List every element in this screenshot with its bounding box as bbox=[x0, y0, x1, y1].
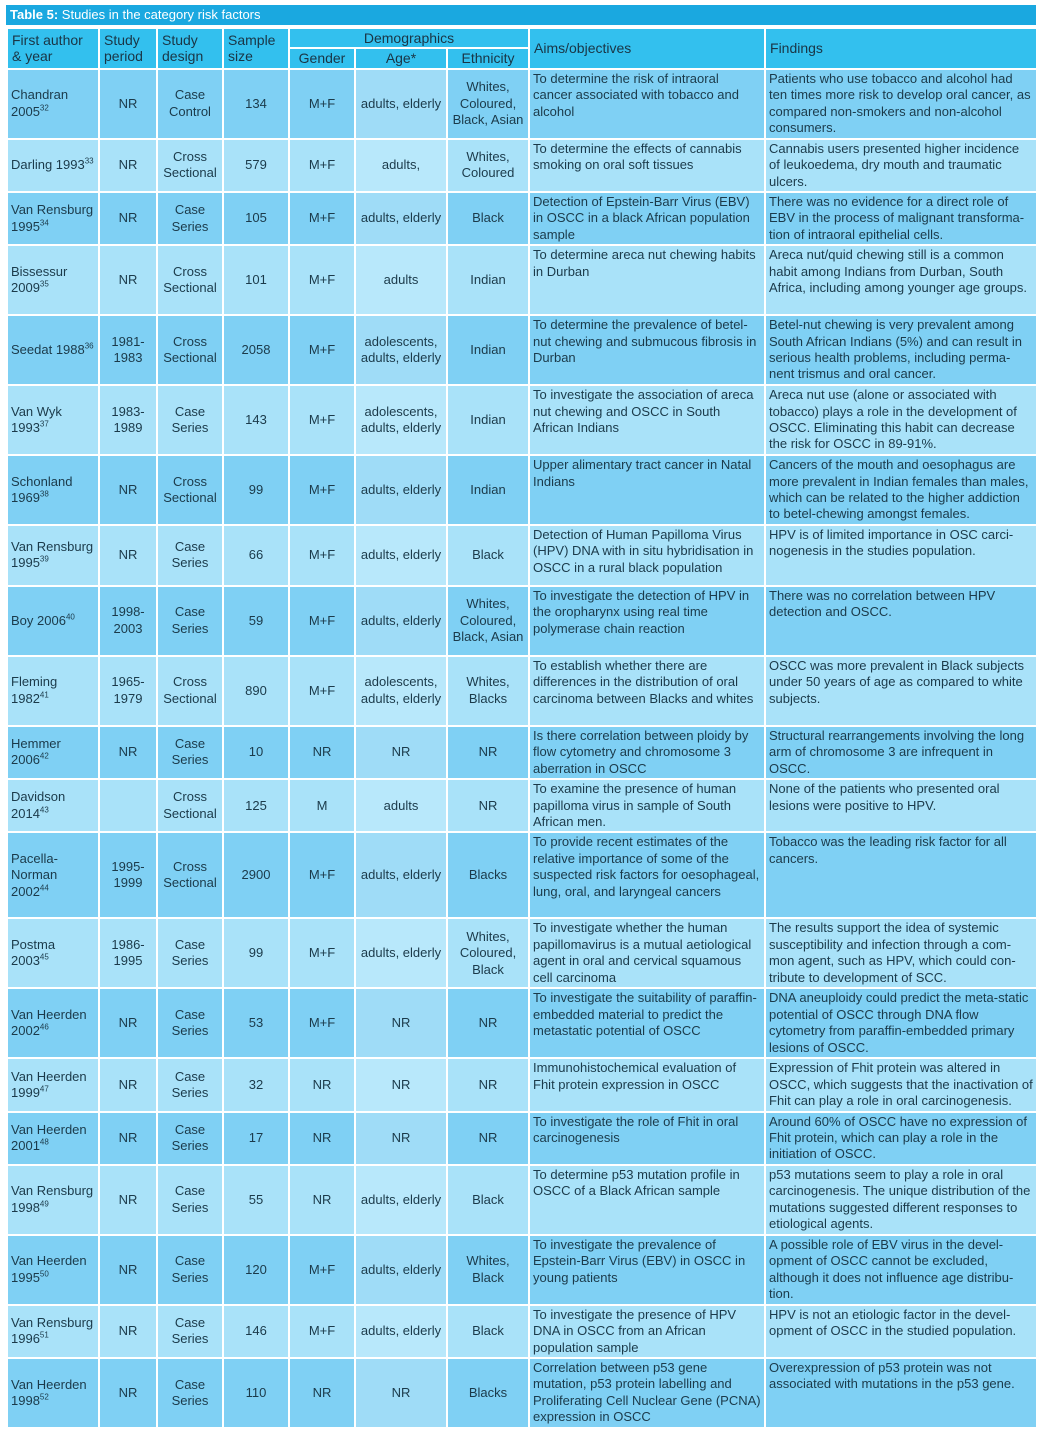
cell-author: Darling 1993$^{33}$ bbox=[7, 139, 99, 192]
cell-gender: M+F bbox=[289, 656, 355, 726]
cell-size: 99 bbox=[223, 455, 289, 525]
cell-size: 59 bbox=[223, 586, 289, 656]
cell-period: 1998-2003 bbox=[99, 586, 157, 656]
cell-design: Case Control bbox=[157, 69, 223, 139]
cell-author: Pacella-Norman 2002$^{44}$ bbox=[7, 832, 99, 918]
reference-number: 32 bbox=[39, 103, 49, 113]
cell-author: Van Heerden 1998$^{52}$ bbox=[7, 1358, 99, 1428]
cell-period: NR bbox=[99, 455, 157, 525]
cell-findings: There was no correlation between HPV detection and OSCC. bbox=[765, 586, 1037, 656]
header-age: Age* bbox=[355, 48, 447, 68]
cell-gender: M+F bbox=[289, 1305, 355, 1358]
cell-aims: To investigate the association of areca nut chewing and OSCC in South African Indians bbox=[529, 385, 765, 455]
cell-ethnicity: Black bbox=[447, 192, 529, 245]
cell-findings: Tobacco was the leading risk factor for all cancers. bbox=[765, 832, 1037, 918]
cell-size: 101 bbox=[223, 245, 289, 315]
cell-design: Cross Sectional bbox=[157, 139, 223, 192]
table-row bbox=[7, 192, 1037, 245]
cell-author: Van Heerden 1995$^{50}$ bbox=[7, 1235, 99, 1305]
cell-aims: Detection of Human Papilloma Virus (HPV) DNA with in situ hybridisation in OSCC in a rural black population bbox=[529, 525, 765, 586]
table-row bbox=[7, 1305, 1037, 1358]
header-author: First author & year bbox=[7, 28, 99, 69]
cell-design: Cross Sectional bbox=[157, 832, 223, 918]
table-container bbox=[6, 5, 1036, 1429]
table-row bbox=[7, 779, 1037, 832]
cell-author: Boy 2006$^{40}$ bbox=[7, 586, 99, 656]
cell-aims: To investigate the suitability of paraffin-embedded material to predict the metastatic potential of OSCC bbox=[529, 988, 765, 1058]
cell-aims: Is there correlation between ploidy by flow cytometry and chromosome 3 aberration in OSCC bbox=[529, 726, 765, 779]
cell-author: Van Heerden 2002$^{46}$ bbox=[7, 988, 99, 1058]
table-row bbox=[7, 385, 1037, 455]
cell-age: adolescents, adults, elderly bbox=[355, 315, 447, 385]
cell-author: Seedat 1988$^{36}$ bbox=[7, 315, 99, 385]
cell-aims: To examine the presence of human papilloma virus in sample of South African men. bbox=[529, 779, 765, 832]
cell-findings: Patients who use tobacco and alcohol had ten times more risk to develop oral cancer, as compared non-smokers and non-alcohol consumers. bbox=[765, 69, 1037, 139]
cell-gender: NR bbox=[289, 1165, 355, 1235]
reference-number: 50 bbox=[39, 1269, 49, 1279]
cell-design: Cross Sectional bbox=[157, 245, 223, 315]
cell-ethnicity: NR bbox=[447, 1112, 529, 1165]
reference-number: 33 bbox=[84, 156, 94, 166]
cell-ethnicity: Whites, Coloured, Black bbox=[447, 918, 529, 988]
cell-aims: Detection of Epstein-Barr Virus (EBV) in OSCC in a black African population sample bbox=[529, 192, 765, 245]
cell-period: 1981-1983 bbox=[99, 315, 157, 385]
cell-size: 134 bbox=[223, 69, 289, 139]
cell-ethnicity: Indian bbox=[447, 315, 529, 385]
cell-ethnicity: Black bbox=[447, 525, 529, 586]
cell-gender: NR bbox=[289, 1358, 355, 1428]
cell-author: Davidson 2014$^{43}$ bbox=[7, 779, 99, 832]
cell-author: Van Heerden 1999$^{47}$ bbox=[7, 1058, 99, 1111]
reference-number: 51 bbox=[39, 1331, 49, 1341]
cell-ethnicity: NR bbox=[447, 988, 529, 1058]
cell-period: NR bbox=[99, 1305, 157, 1358]
cell-author: Van Rensburg 1995$^{39}$ bbox=[7, 525, 99, 586]
table-row bbox=[7, 455, 1037, 525]
cell-size: 17 bbox=[223, 1112, 289, 1165]
cell-author: Bissessur 2009$^{35}$ bbox=[7, 245, 99, 315]
cell-findings: DNA aneuploidy could predict the meta-static potential of OSCC through DNA flow cytometry from paraffin-embedded primary lesions of OSCC. bbox=[765, 988, 1037, 1058]
cell-ethnicity: Black bbox=[447, 1165, 529, 1235]
cell-size: 53 bbox=[223, 988, 289, 1058]
cell-ethnicity: NR bbox=[447, 726, 529, 779]
cell-ethnicity: NR bbox=[447, 779, 529, 832]
cell-age: adolescents, adults, elderly bbox=[355, 656, 447, 726]
cell-gender: M+F bbox=[289, 918, 355, 988]
cell-gender: NR bbox=[289, 726, 355, 779]
header-period: Study period bbox=[99, 28, 157, 69]
cell-size: 99 bbox=[223, 918, 289, 988]
header-aims: Aims/objectives bbox=[529, 28, 765, 69]
cell-findings: Around 60% of OSCC have no expression of Fhit protein, which can play a role in the initiation of OSCC. bbox=[765, 1112, 1037, 1165]
reference-number: 48 bbox=[39, 1137, 49, 1147]
cell-size: 143 bbox=[223, 385, 289, 455]
cell-period: 1986-1995 bbox=[99, 918, 157, 988]
cell-period bbox=[99, 779, 157, 832]
cell-gender: M+F bbox=[289, 832, 355, 918]
cell-author: Schonland 1969$^{38}$ bbox=[7, 455, 99, 525]
cell-design: Case Series bbox=[157, 586, 223, 656]
table-row bbox=[7, 1058, 1037, 1111]
table-row bbox=[7, 586, 1037, 656]
cell-author: Postma 2003$^{45}$ bbox=[7, 918, 99, 988]
cell-period: NR bbox=[99, 69, 157, 139]
cell-aims: Upper alimentary tract cancer in Natal Indians bbox=[529, 455, 765, 525]
cell-age: adults, elderly bbox=[355, 832, 447, 918]
cell-age: adults, elderly bbox=[355, 455, 447, 525]
cell-findings: Cannabis users presented higher incidence of leukoedema, dry mouth and traumatic ulcers. bbox=[765, 139, 1037, 192]
table-row bbox=[7, 525, 1037, 586]
cell-gender: M+F bbox=[289, 525, 355, 586]
table-label: Table 5: bbox=[10, 7, 59, 22]
cell-author: Van Heerden 2001$^{48}$ bbox=[7, 1112, 99, 1165]
cell-age: adults, elderly bbox=[355, 1235, 447, 1305]
cell-age: adults, elderly bbox=[355, 69, 447, 139]
cell-size: 10 bbox=[223, 726, 289, 779]
cell-gender: M bbox=[289, 779, 355, 832]
table-row bbox=[7, 69, 1037, 139]
cell-age: adults, elderly bbox=[355, 192, 447, 245]
cell-size: 55 bbox=[223, 1165, 289, 1235]
reference-number: 47 bbox=[39, 1084, 49, 1094]
cell-design: Case Series bbox=[157, 385, 223, 455]
header-demographics: Demographics bbox=[289, 28, 529, 48]
reference-number: 49 bbox=[39, 1199, 49, 1209]
cell-age: adults, elderly bbox=[355, 1165, 447, 1235]
cell-size: 890 bbox=[223, 656, 289, 726]
cell-gender: M+F bbox=[289, 586, 355, 656]
cell-aims: Immunohistochemical evaluation of Fhit protein expression in OSCC bbox=[529, 1058, 765, 1111]
cell-size: 579 bbox=[223, 139, 289, 192]
header-gender: Gender bbox=[289, 48, 355, 68]
cell-gender: M+F bbox=[289, 1235, 355, 1305]
cell-size: 32 bbox=[223, 1058, 289, 1111]
header-size: Sample size bbox=[223, 28, 289, 69]
cell-findings: Structural rearrangements involving the long arm of chromosome 3 are infrequent in OSCC. bbox=[765, 726, 1037, 779]
cell-findings: p53 mutations seem to play a role in oral carcinogenesis. The unique distribution of the mutations suggested different responses to etiological agents. bbox=[765, 1165, 1037, 1235]
cell-aims: To determine the effects of cannabis smoking on oral soft tissues bbox=[529, 139, 765, 192]
cell-ethnicity: Whites, Coloured bbox=[447, 139, 529, 192]
cell-age: NR bbox=[355, 1058, 447, 1111]
reference-number: 46 bbox=[39, 1022, 49, 1032]
reference-number: 44 bbox=[39, 883, 49, 893]
cell-findings: Betel-nut chewing is very prevalent among South African Indians (5%) and can result in serious health problems, including perma-nent trismus and oral cancer. bbox=[765, 315, 1037, 385]
cell-ethnicity: Blacks bbox=[447, 1358, 529, 1428]
header-design: Study design bbox=[157, 28, 223, 69]
cell-design: Case Series bbox=[157, 1112, 223, 1165]
cell-size: 2900 bbox=[223, 832, 289, 918]
cell-period: NR bbox=[99, 726, 157, 779]
reference-number: 42 bbox=[39, 752, 49, 762]
cell-age: adolescents, adults, elderly bbox=[355, 385, 447, 455]
cell-age: adults, elderly bbox=[355, 525, 447, 586]
cell-design: Cross Sectional bbox=[157, 315, 223, 385]
cell-author: Hemmer 2006$^{42}$ bbox=[7, 726, 99, 779]
cell-findings: HPV is not an etiologic factor in the devel-opment of OSCC in the studied population. bbox=[765, 1305, 1037, 1358]
table-body bbox=[7, 69, 1037, 1428]
cell-size: 110 bbox=[223, 1358, 289, 1428]
cell-ethnicity: Blacks bbox=[447, 832, 529, 918]
cell-aims: To provide recent estimates of the relative importance of some of the suspected risk factors for oesophageal, lung, oral, and laryngeal cancers bbox=[529, 832, 765, 918]
cell-ethnicity: Indian bbox=[447, 385, 529, 455]
cell-aims: To investigate the prevalence of Epstein-Barr Virus (EBV) in OSCC in young patients bbox=[529, 1235, 765, 1305]
cell-period: NR bbox=[99, 1058, 157, 1111]
cell-findings: None of the patients who presented oral lesions were positive to HPV. bbox=[765, 779, 1037, 832]
studies-table bbox=[6, 27, 1038, 1429]
cell-author: Van Rensburg 1998$^{49}$ bbox=[7, 1165, 99, 1235]
cell-size: 2058 bbox=[223, 315, 289, 385]
cell-age: adults, elderly bbox=[355, 918, 447, 988]
cell-period: NR bbox=[99, 1358, 157, 1428]
table-row bbox=[7, 1165, 1037, 1235]
cell-gender: M+F bbox=[289, 385, 355, 455]
cell-age: NR bbox=[355, 726, 447, 779]
reference-number: 43 bbox=[39, 805, 49, 815]
cell-gender: M+F bbox=[289, 455, 355, 525]
cell-size: 120 bbox=[223, 1235, 289, 1305]
cell-findings: Overexpression of p53 protein was not associated with mutations in the p53 gene. bbox=[765, 1358, 1037, 1428]
cell-aims: To investigate the presence of HPV DNA in OSCC from an African population sample bbox=[529, 1305, 765, 1358]
reference-number: 36 bbox=[84, 341, 94, 351]
cell-ethnicity: Whites, Coloured, Black, Asian bbox=[447, 586, 529, 656]
table-row bbox=[7, 315, 1037, 385]
reference-number: 35 bbox=[39, 279, 49, 289]
cell-aims: To investigate whether the human papillomavirus is a mutual aetiological agent in oral and cervical squamous cell carcinoma bbox=[529, 918, 765, 988]
cell-size: 146 bbox=[223, 1305, 289, 1358]
cell-findings: Areca nut use (alone or associated with tobacco) plays a role in the development of OSCC. Eliminating this habit can decrease the risk for OSCC in 89-91%. bbox=[765, 385, 1037, 455]
cell-period: NR bbox=[99, 192, 157, 245]
cell-findings: Cancers of the mouth and oesophagus are more prevalent in Indian females than males, which can be related to the higher addiction to betel-chewing amongst females. bbox=[765, 455, 1037, 525]
header-findings: Findings bbox=[765, 28, 1037, 69]
cell-period: NR bbox=[99, 1165, 157, 1235]
cell-findings: Expression of Fhit protein was altered in OSCC, which suggests that the inactivation of Fhit can play a role in oral carcinogenesis. bbox=[765, 1058, 1037, 1111]
cell-gender: M+F bbox=[289, 69, 355, 139]
cell-aims: To determine the prevalence of betel-nut chewing and submucous fibrosis in Durban bbox=[529, 315, 765, 385]
cell-age: NR bbox=[355, 1112, 447, 1165]
table-row bbox=[7, 656, 1037, 726]
table-row bbox=[7, 988, 1037, 1058]
cell-findings: The results support the idea of systemic susceptibility and infection through a com-mon agent, such as HPV, which could con-tribute to development of SCC. bbox=[765, 918, 1037, 988]
cell-gender: NR bbox=[289, 1112, 355, 1165]
cell-author: Van Rensburg 1995$^{34}$ bbox=[7, 192, 99, 245]
reference-number: 37 bbox=[39, 419, 49, 429]
cell-design: Cross Sectional bbox=[157, 455, 223, 525]
reference-number: 38 bbox=[39, 489, 49, 499]
cell-period: 1965-1979 bbox=[99, 656, 157, 726]
cell-gender: M+F bbox=[289, 315, 355, 385]
cell-ethnicity: Whites, Blacks bbox=[447, 656, 529, 726]
cell-ethnicity: Indian bbox=[447, 455, 529, 525]
cell-findings: OSCC was more prevalent in Black subjects under 50 years of age as compared to white subjects. bbox=[765, 656, 1037, 726]
cell-design: Case Series bbox=[157, 726, 223, 779]
table-row bbox=[7, 918, 1037, 988]
cell-gender: M+F bbox=[289, 988, 355, 1058]
table-caption bbox=[6, 5, 1036, 27]
cell-design: Case Series bbox=[157, 525, 223, 586]
cell-ethnicity: Black bbox=[447, 1305, 529, 1358]
cell-ethnicity: NR bbox=[447, 1058, 529, 1111]
reference-number: 45 bbox=[39, 952, 49, 962]
cell-author: Chandran 2005$^{32}$ bbox=[7, 69, 99, 139]
table-row bbox=[7, 245, 1037, 315]
cell-design: Cross Sectional bbox=[157, 779, 223, 832]
cell-design: Case Series bbox=[157, 1358, 223, 1428]
cell-findings: A possible role of EBV virus in the devel-opment of OSCC cannot be excluded, although it does not influence age distribu-tion. bbox=[765, 1235, 1037, 1305]
cell-author: Fleming 1982$^{41}$ bbox=[7, 656, 99, 726]
cell-design: Case Series bbox=[157, 1235, 223, 1305]
cell-design: Case Series bbox=[157, 1165, 223, 1235]
cell-author: Van Wyk 1993$^{37}$ bbox=[7, 385, 99, 455]
cell-ethnicity: Indian bbox=[447, 245, 529, 315]
cell-age: adults bbox=[355, 245, 447, 315]
cell-author: Van Rensburg 1996$^{51}$ bbox=[7, 1305, 99, 1358]
cell-age: NR bbox=[355, 1358, 447, 1428]
cell-size: 125 bbox=[223, 779, 289, 832]
cell-design: Case Series bbox=[157, 1058, 223, 1111]
table-title: Studies in the category risk factors bbox=[61, 7, 261, 22]
cell-age: adults bbox=[355, 779, 447, 832]
cell-findings: Areca nut/quid chewing still is a common habit among Indians from Durban, South Africa, including among younger age groups. bbox=[765, 245, 1037, 315]
cell-period: NR bbox=[99, 1235, 157, 1305]
cell-period: 1995-1999 bbox=[99, 832, 157, 918]
cell-period: NR bbox=[99, 245, 157, 315]
cell-design: Case Series bbox=[157, 192, 223, 245]
cell-age: adults, elderly bbox=[355, 1305, 447, 1358]
table-row bbox=[7, 1358, 1037, 1428]
cell-design: Case Series bbox=[157, 1305, 223, 1358]
table-row bbox=[7, 726, 1037, 779]
cell-aims: To investigate the role of Fhit in oral carcinogenesis bbox=[529, 1112, 765, 1165]
cell-gender: M+F bbox=[289, 192, 355, 245]
table-row bbox=[7, 1112, 1037, 1165]
cell-period: NR bbox=[99, 525, 157, 586]
cell-period: 1983-1989 bbox=[99, 385, 157, 455]
cell-ethnicity: Whites, Black bbox=[447, 1235, 529, 1305]
cell-findings: HPV is of limited importance in OSC carci-nogenesis in the studies population. bbox=[765, 525, 1037, 586]
cell-aims: To determine p53 mutation profile in OSCC of a Black African sample bbox=[529, 1165, 765, 1235]
cell-aims: Correlation between p53 gene mutation, p53 protein labelling and Proliferating Cell Nuclear Gene (PCNA) expression in OSCC bbox=[529, 1358, 765, 1428]
cell-age: adults, bbox=[355, 139, 447, 192]
reference-number: 41 bbox=[39, 690, 49, 700]
cell-age: NR bbox=[355, 988, 447, 1058]
cell-period: NR bbox=[99, 139, 157, 192]
cell-period: NR bbox=[99, 1112, 157, 1165]
cell-findings: There was no evidence for a direct role of EBV in the process of malignant transforma-tion of intraoral epithelial cells. bbox=[765, 192, 1037, 245]
cell-aims: To establish whether there are differences in the distribution of oral carcinoma between Blacks and whites bbox=[529, 656, 765, 726]
cell-gender: M+F bbox=[289, 139, 355, 192]
table-row bbox=[7, 1235, 1037, 1305]
cell-size: 105 bbox=[223, 192, 289, 245]
reference-number: 40 bbox=[65, 612, 75, 622]
header-ethnicity: Ethnicity bbox=[447, 48, 529, 68]
cell-gender: M+F bbox=[289, 245, 355, 315]
cell-age: adults, elderly bbox=[355, 586, 447, 656]
cell-aims: To determine the risk of intraoral cancer associated with tobacco and alcohol bbox=[529, 69, 765, 139]
cell-gender: NR bbox=[289, 1058, 355, 1111]
reference-number: 34 bbox=[39, 218, 49, 228]
cell-size: 66 bbox=[223, 525, 289, 586]
table-row bbox=[7, 832, 1037, 918]
table-row bbox=[7, 139, 1037, 192]
cell-ethnicity: Whites, Coloured, Black, Asian bbox=[447, 69, 529, 139]
cell-design: Case Series bbox=[157, 988, 223, 1058]
cell-period: NR bbox=[99, 988, 157, 1058]
cell-design: Case Series bbox=[157, 918, 223, 988]
cell-design: Cross Sectional bbox=[157, 656, 223, 726]
reference-number: 39 bbox=[39, 555, 49, 565]
reference-number: 52 bbox=[39, 1392, 49, 1402]
cell-aims: To investigate the detection of HPV in the oropharynx using real time polymerase chain reaction bbox=[529, 586, 765, 656]
cell-aims: To determine areca nut chewing habits in Durban bbox=[529, 245, 765, 315]
